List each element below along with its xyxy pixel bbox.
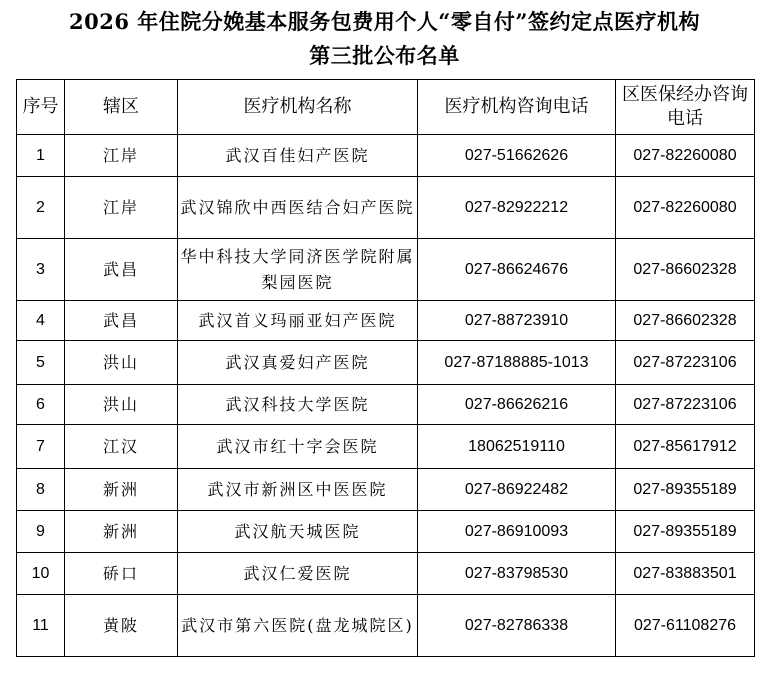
header-insurance-office-phone: 区医保经办咨询电话 xyxy=(616,80,755,135)
table-row xyxy=(17,469,755,511)
row-district: 江岸 xyxy=(65,177,178,239)
row-institution-name: 华中科技大学同济医学院附属梨园医院 xyxy=(178,239,418,301)
table-header-row xyxy=(17,80,755,135)
row-insurance-office-phone: 027-89355189 xyxy=(616,511,755,553)
row-institution-phone: 027-86922482 xyxy=(418,469,616,511)
row-institution-phone: 027-86624676 xyxy=(418,239,616,301)
row-serial-number: 11 xyxy=(17,595,65,657)
row-serial-number: 7 xyxy=(17,425,65,469)
row-institution-name: 武汉市新洲区中医医院 xyxy=(178,469,418,511)
row-insurance-office-phone: 027-61108276 xyxy=(616,595,755,657)
row-institution-name: 武汉市第六医院(盘龙城院区) xyxy=(178,595,418,657)
row-insurance-office-phone: 027-86602328 xyxy=(616,301,755,341)
row-district: 武昌 xyxy=(65,301,178,341)
row-institution-name: 武汉仁爱医院 xyxy=(178,553,418,595)
table-row xyxy=(17,511,755,553)
row-institution-phone: 027-83798530 xyxy=(418,553,616,595)
row-district: 新洲 xyxy=(65,469,178,511)
table-row xyxy=(17,425,755,469)
row-institution-name: 武汉首义玛丽亚妇产医院 xyxy=(178,301,418,341)
row-institution-phone: 18062519110 xyxy=(418,425,616,469)
row-district: 新洲 xyxy=(65,511,178,553)
row-serial-number: 9 xyxy=(17,511,65,553)
row-serial-number: 1 xyxy=(17,135,65,177)
table-row xyxy=(17,239,755,301)
row-district: 江汉 xyxy=(65,425,178,469)
row-insurance-office-phone: 027-85617912 xyxy=(616,425,755,469)
row-insurance-office-phone: 027-82260080 xyxy=(616,177,755,239)
row-serial-number: 2 xyxy=(17,177,65,239)
row-institution-phone: 027-88723910 xyxy=(418,301,616,341)
table-row xyxy=(17,553,755,595)
row-serial-number: 6 xyxy=(17,385,65,425)
row-institution-phone: 027-87188885-1013 xyxy=(418,341,616,385)
row-institution-name: 武汉科技大学医院 xyxy=(178,385,418,425)
document-title-line1: 2026 年住院分娩基本服务包费用个人“零自付”签约定点医疗机构 xyxy=(69,9,700,34)
row-institution-phone: 027-86910093 xyxy=(418,511,616,553)
table-row xyxy=(17,385,755,425)
header-institution-name: 医疗机构名称 xyxy=(178,80,418,135)
header-district: 辖区 xyxy=(65,80,178,135)
row-institution-phone: 027-51662626 xyxy=(418,135,616,177)
row-institution-name: 武汉市红十字会医院 xyxy=(178,425,418,469)
table-body xyxy=(17,135,755,657)
row-institution-name: 武汉真爱妇产医院 xyxy=(178,341,418,385)
institution-table xyxy=(16,79,755,657)
row-insurance-office-phone: 027-89355189 xyxy=(616,469,755,511)
document-title-line2: 第三批公布名单 xyxy=(309,43,460,68)
row-institution-phone: 027-86626216 xyxy=(418,385,616,425)
row-insurance-office-phone: 027-83883501 xyxy=(616,553,755,595)
row-institution-name: 武汉锦欣中西医结合妇产医院 xyxy=(178,177,418,239)
row-district: 武昌 xyxy=(65,239,178,301)
row-serial-number: 3 xyxy=(17,239,65,301)
table-row xyxy=(17,177,755,239)
row-district: 硚口 xyxy=(65,553,178,595)
row-serial-number: 10 xyxy=(17,553,65,595)
row-district: 洪山 xyxy=(65,385,178,425)
row-institution-phone: 027-82786338 xyxy=(418,595,616,657)
row-serial-number: 4 xyxy=(17,301,65,341)
row-district: 黄陂 xyxy=(65,595,178,657)
row-insurance-office-phone: 027-87223106 xyxy=(616,385,755,425)
table-row xyxy=(17,595,755,657)
row-insurance-office-phone: 027-86602328 xyxy=(616,239,755,301)
row-serial-number: 8 xyxy=(17,469,65,511)
row-district: 江岸 xyxy=(65,135,178,177)
header-institution-phone: 医疗机构咨询电话 xyxy=(418,80,616,135)
header-serial-number: 序号 xyxy=(17,80,65,135)
row-district: 洪山 xyxy=(65,341,178,385)
row-institution-name: 武汉航天城医院 xyxy=(178,511,418,553)
row-serial-number: 5 xyxy=(17,341,65,385)
row-insurance-office-phone: 027-82260080 xyxy=(616,135,755,177)
table-row xyxy=(17,341,755,385)
row-institution-phone: 027-82922212 xyxy=(418,177,616,239)
table-row xyxy=(17,301,755,341)
table-row xyxy=(17,135,755,177)
row-institution-name: 武汉百佳妇产医院 xyxy=(178,135,418,177)
row-insurance-office-phone: 027-87223106 xyxy=(616,341,755,385)
